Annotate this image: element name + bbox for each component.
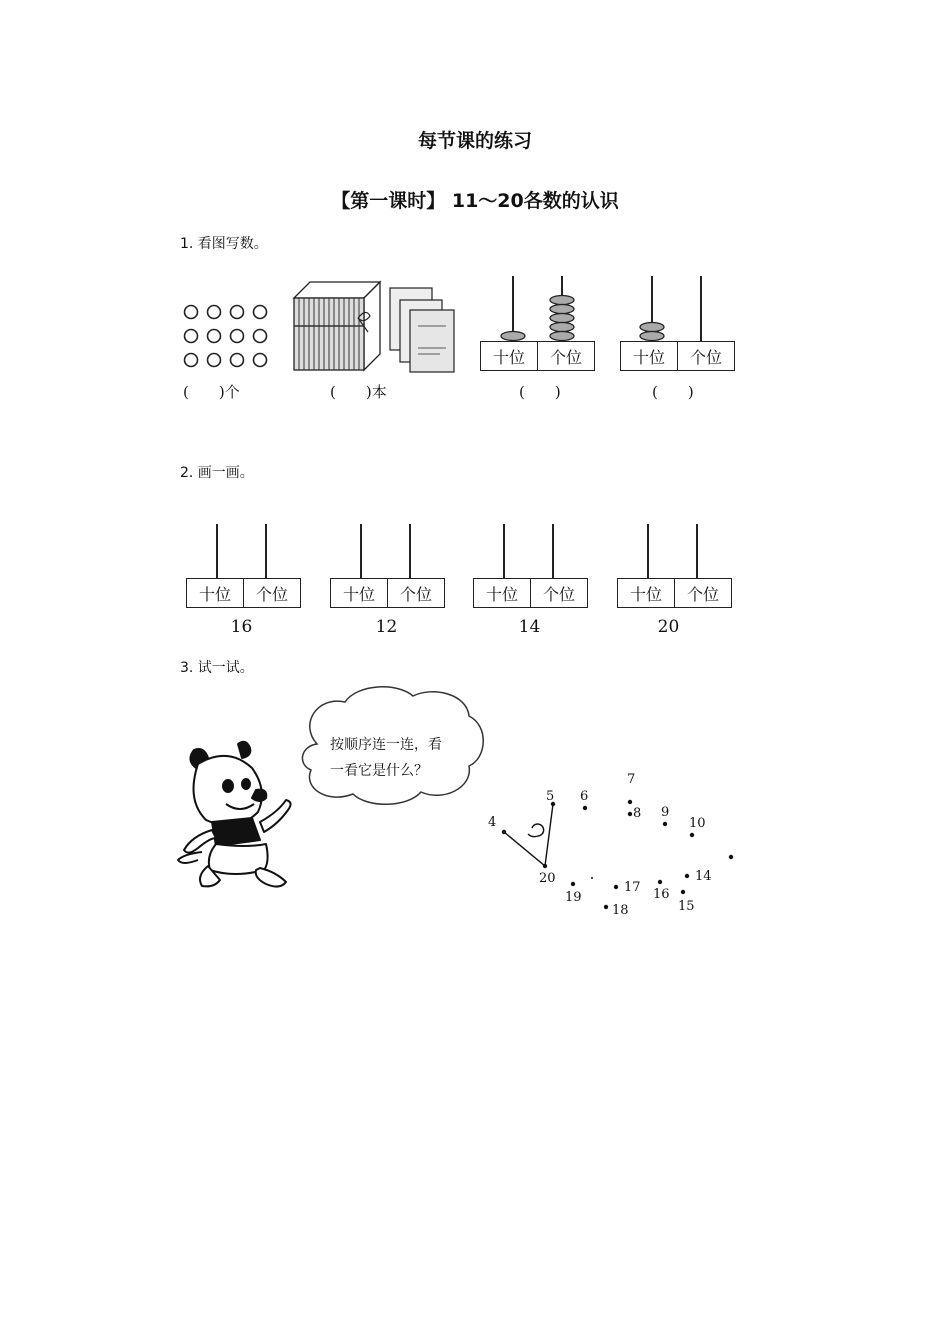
- question-2-label: 2. 画一画。: [180, 465, 254, 481]
- dot-20: [543, 864, 547, 868]
- answer-blank[interactable]: ( ): [330, 383, 372, 401]
- abacus-beads: [495, 290, 585, 342]
- ones-label: 个位: [686, 584, 719, 604]
- tens-label: 十位: [187, 579, 244, 607]
- place-value-box[interactable]: [330, 578, 445, 608]
- answer-blank[interactable]: ( ): [652, 383, 694, 401]
- page-title: 每节课的练习: [417, 130, 532, 152]
- dot-label-19: 19: [565, 890, 582, 905]
- place-value-box[interactable]: [186, 578, 301, 608]
- tens-rod: [216, 524, 218, 579]
- tens-rod: [360, 524, 362, 579]
- dot-label-18: 18: [612, 903, 629, 918]
- tens-rod: [647, 524, 649, 579]
- place-value-box: [620, 341, 735, 371]
- dot-label-17: 17: [624, 880, 641, 895]
- target-number: 12: [375, 617, 398, 637]
- tens-label: 十位: [621, 342, 678, 370]
- dot-label-10: 10: [689, 816, 706, 831]
- dot-18: [604, 905, 608, 909]
- tens-label: 十位: [331, 579, 388, 607]
- dot-14: [685, 874, 689, 878]
- target-number: 14: [518, 617, 541, 637]
- dot-label-6: 6: [580, 789, 589, 804]
- unit-label: 个: [224, 383, 240, 401]
- circles-figure: [182, 302, 272, 372]
- books-figure: [290, 278, 462, 376]
- ones-rod: [700, 276, 702, 342]
- dot-label-14: 14: [695, 869, 712, 884]
- place-value-box[interactable]: [473, 578, 588, 608]
- dot-6: [583, 806, 587, 810]
- ones-label: 个位: [549, 347, 582, 367]
- abacus-beads: [635, 310, 675, 342]
- answer-blank[interactable]: ( ): [183, 383, 225, 401]
- ones-label: 个位: [399, 584, 432, 604]
- ones-rod: [265, 524, 267, 579]
- answer-blank[interactable]: ( ): [519, 383, 561, 401]
- eye-swirl: [528, 824, 544, 837]
- dot-4: [502, 830, 506, 834]
- ones-rod: [552, 524, 554, 579]
- tens-label: 十位: [618, 579, 675, 607]
- ones-label: 个位: [255, 584, 288, 604]
- bubble-text-line-1: 按顺序连一连，看: [330, 737, 442, 753]
- ones-label: 个位: [542, 584, 575, 604]
- dot-label-15: 15: [678, 899, 695, 914]
- lesson-title: 【第一课时】 11～20各数的认识: [331, 190, 619, 212]
- dot-mark: [591, 877, 593, 879]
- dot-label-8: 8: [633, 806, 642, 821]
- tens-label: 十位: [481, 342, 538, 370]
- question-3-label: 3. 试一试。: [180, 660, 254, 676]
- target-number: 20: [657, 617, 680, 637]
- dot-label-9: 9: [661, 805, 670, 820]
- dot-16: [658, 880, 662, 884]
- dot-17: [614, 885, 618, 889]
- dot-extra: [729, 855, 733, 859]
- tens-rod: [503, 524, 505, 579]
- dot-15: [681, 890, 685, 894]
- dot-7: [628, 800, 632, 804]
- ones-label: 个位: [689, 347, 722, 367]
- tens-label: 十位: [474, 579, 531, 607]
- target-number: 16: [230, 617, 253, 637]
- bubble-text-line-2: 一看它是什么？: [330, 763, 428, 779]
- place-value-box[interactable]: [617, 578, 732, 608]
- dot-19: [571, 882, 575, 886]
- question-1-label: 1. 看图写数。: [180, 236, 268, 252]
- dot-label-4: 4: [488, 815, 497, 830]
- dot-10: [690, 833, 694, 837]
- dot-label-20: 20: [539, 871, 556, 886]
- dot-label-16: 16: [653, 887, 670, 902]
- connect-dots-puzzle[interactable]: [480, 770, 740, 920]
- ones-rod: [409, 524, 411, 579]
- place-value-box: [480, 341, 595, 371]
- dot-label-7: 7: [627, 772, 636, 787]
- ones-rod: [696, 524, 698, 579]
- cartoon-dog-image: [176, 738, 300, 890]
- dot-8: [628, 812, 632, 816]
- dot-label-5: 5: [546, 789, 555, 804]
- unit-label: 本: [371, 383, 387, 401]
- dot-9: [663, 822, 667, 826]
